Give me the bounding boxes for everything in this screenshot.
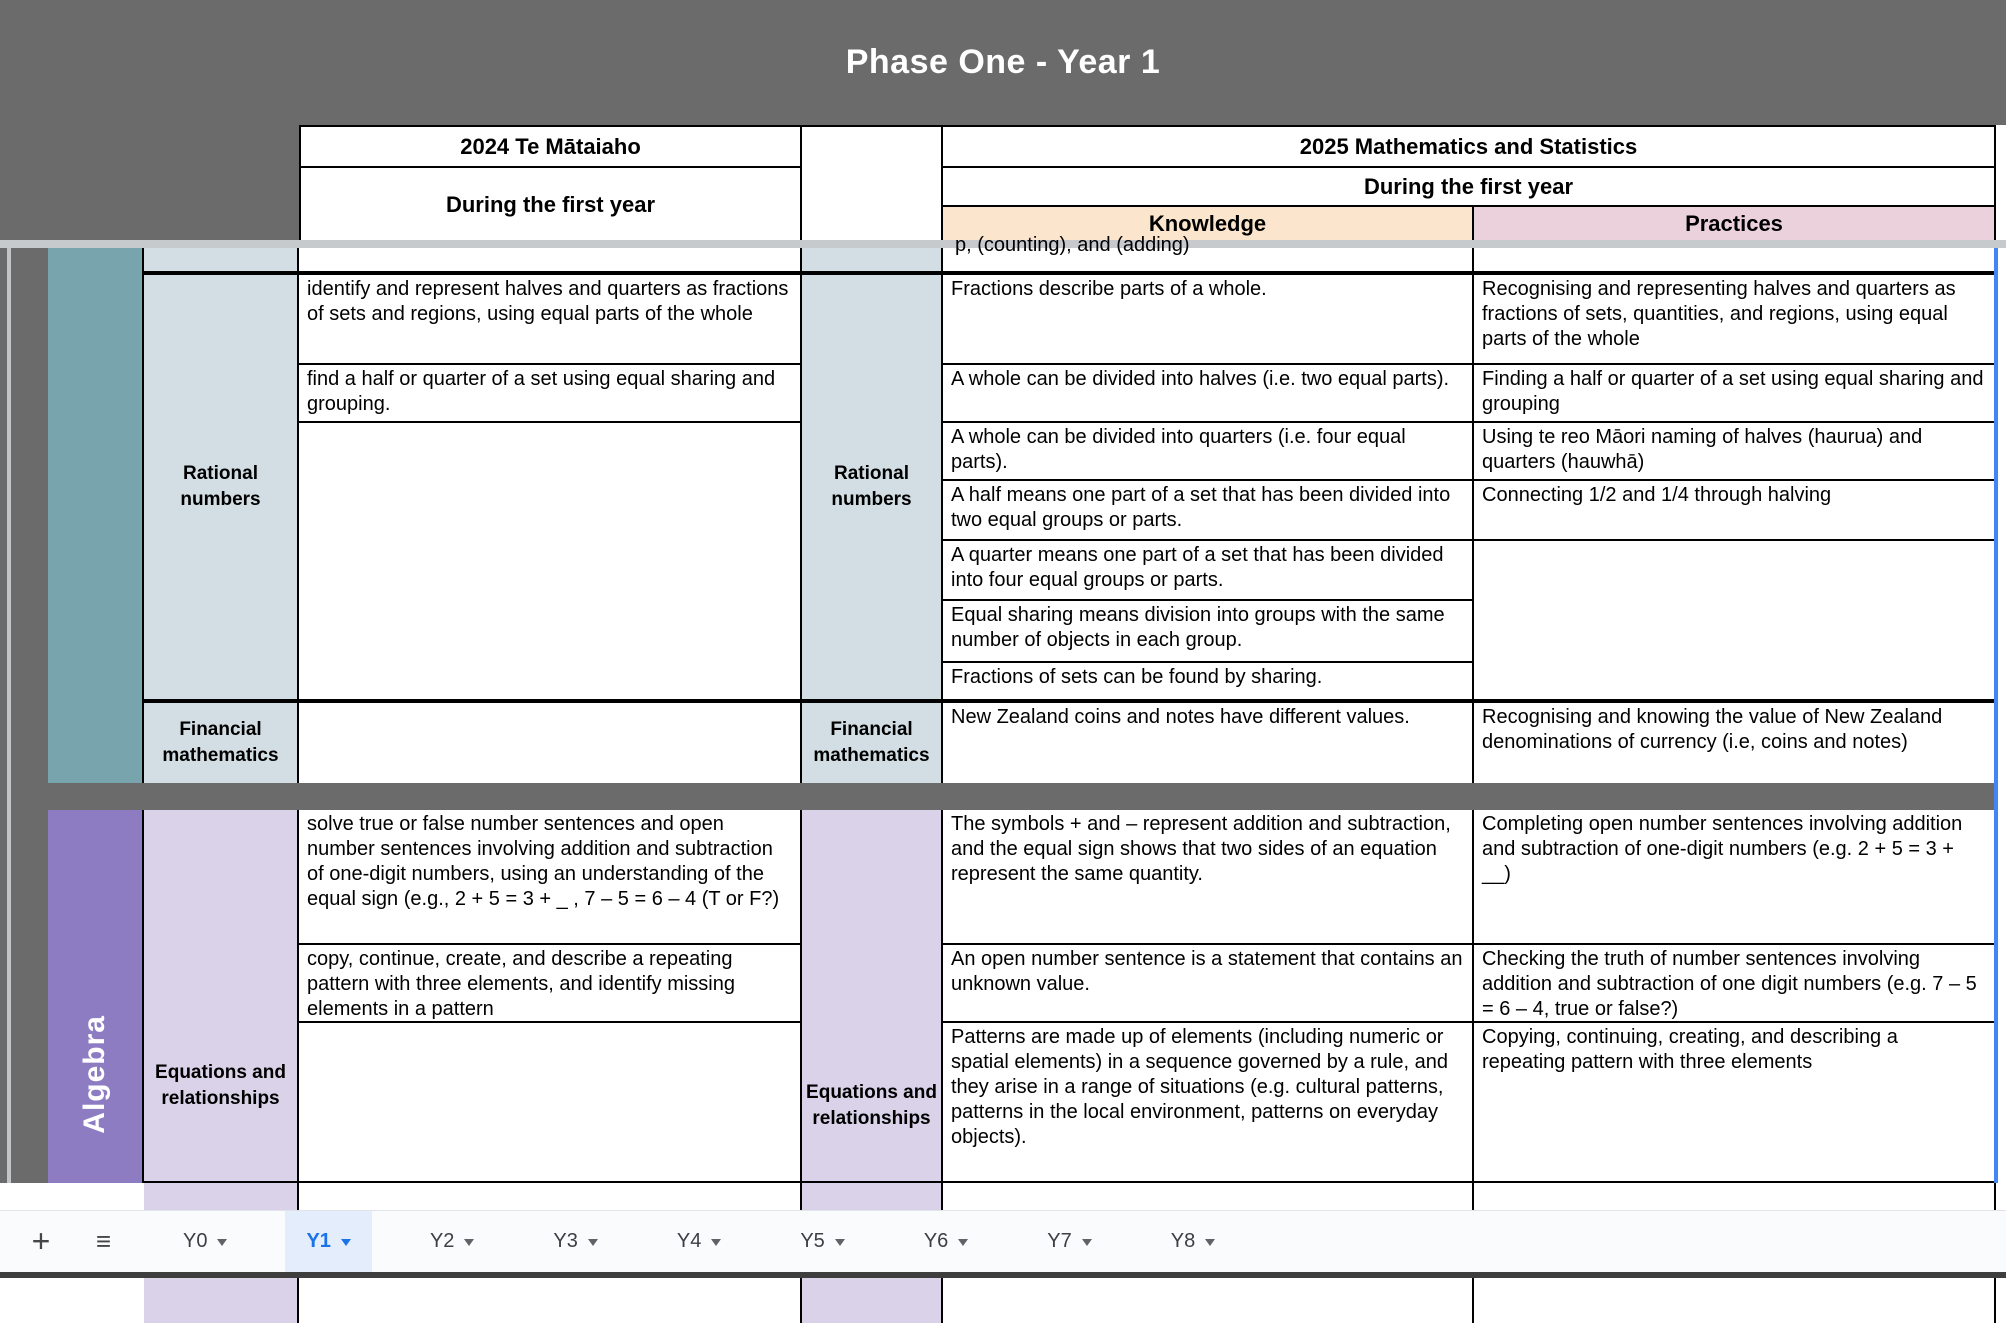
- financial-mathematics-row: [142, 703, 1996, 783]
- cell-2024-financial[interactable]: [299, 703, 802, 783]
- rational-numbers-rows: [142, 275, 1996, 699]
- tab-caret-icon: [958, 1239, 968, 1251]
- hamburger-icon: ≡: [95, 1226, 111, 1256]
- strand-rational-left[interactable]: Rational numbers: [144, 275, 299, 699]
- sheet-tab-y6[interactable]: [903, 1211, 989, 1272]
- sheet-tab-y4[interactable]: [656, 1211, 742, 1272]
- clipped-strand-right[interactable]: [802, 248, 943, 271]
- cell-knowledge-algebra-1[interactable]: The symbols + and – represent addition and subtraction, and the equal sign shows that two sides of an equation represent the same quantity.: [943, 810, 1474, 945]
- all-sheets-button[interactable]: [80, 1211, 126, 1272]
- strand-equations-left[interactable]: Equations and relationships: [144, 810, 299, 1323]
- sheet-tab-y5[interactable]: [779, 1211, 865, 1272]
- strand-equations-right[interactable]: Equations and relationships: [802, 810, 943, 1323]
- clipped-2024-cell[interactable]: [299, 248, 802, 271]
- cell-2024-rational-2[interactable]: find a half or quarter of a set using equal sharing and grouping.: [299, 365, 802, 423]
- cell-practices-algebra-1[interactable]: Completing open number sentences involving addition and subtraction of one-digit numbers (e.g. 2 + 5 = 3 + __): [1474, 810, 1996, 945]
- sheet-right-edge-highlight: [1994, 248, 1998, 1183]
- tab-label: Y5: [800, 1230, 825, 1252]
- tab-caret-icon: [711, 1239, 721, 1251]
- tab-caret-icon: [1205, 1239, 1215, 1251]
- header-gap-cell[interactable]: [802, 127, 943, 242]
- cell-knowledge-financial[interactable]: New Zealand coins and notes have different values.: [943, 703, 1474, 783]
- tab-label: Y8: [1170, 1230, 1196, 1252]
- clipped-text-fragment: p, (counting), and (adding): [955, 234, 1190, 256]
- cell-practices-rational-1[interactable]: Recognising and representing halves and quarters as fractions of sets, quantities, and regions, using equal parts of the whole: [1474, 275, 1996, 365]
- header-2025-title[interactable]: 2025 Mathematics and Statistics: [943, 127, 1996, 168]
- tab-label: Y1: [306, 1230, 331, 1252]
- category-number-strip[interactable]: [48, 248, 142, 783]
- cell-2024-algebra-2[interactable]: copy, continue, create, and describe a repeating pattern with three elements, and identify missing elements in a pattern: [299, 945, 802, 1023]
- cell-knowledge-rational-1[interactable]: Fractions describe parts of a whole.: [943, 275, 1474, 365]
- sheet-tab-y8[interactable]: [1150, 1211, 1236, 1272]
- add-sheet-button[interactable]: [18, 1211, 64, 1272]
- table-bottom-border: [142, 1181, 1994, 1183]
- sheet-tabs: [162, 1211, 1273, 1272]
- plus-icon: +: [31, 1223, 51, 1259]
- cell-2024-algebra-1[interactable]: solve true or false number sentences and open number sentences involving addition and subtraction of one-digit numbers, using an understanding of the equal sign (e.g., 2 + 5 = 3 + _ , 7 – 5 = 6 – 4 (T or F?): [299, 810, 802, 945]
- cell-2024-rational-1[interactable]: identify and represent halves and quarters as fractions of sets and regions, using equal parts of the whole: [299, 275, 802, 365]
- tab-label: Y3: [553, 1230, 578, 1252]
- tab-caret-icon: [835, 1239, 845, 1251]
- clipped-practices-cell[interactable]: [1474, 248, 1996, 271]
- tab-caret-icon: [341, 1239, 351, 1251]
- sheet-tab-y0[interactable]: [162, 1211, 248, 1272]
- tab-label: Y7: [1047, 1230, 1072, 1252]
- cell-knowledge-rational-6[interactable]: Equal sharing means division into groups with the same number of objects in each group.: [943, 601, 1474, 663]
- algebra-rows: [142, 810, 1996, 1181]
- category-algebra-label: Algebra: [78, 1015, 111, 1134]
- strand-rational-right[interactable]: Rational numbers: [802, 275, 943, 699]
- clipped-strand-left[interactable]: [144, 248, 299, 271]
- tab-label: Y6: [923, 1230, 949, 1252]
- page-title: Phase One - Year 1: [845, 43, 1161, 81]
- header-knowledge[interactable]: Knowledge: [943, 207, 1474, 242]
- tab-label: Y4: [676, 1230, 702, 1252]
- cell-practices-algebra-3[interactable]: Copying, continuing, creating, and describing a repeating pattern with three elements: [1474, 1023, 1996, 1323]
- table-header: [299, 125, 1996, 240]
- clipped-knowledge-cell[interactable]: [943, 234, 1474, 271]
- cell-knowledge-algebra-3[interactable]: Patterns are made up of elements (including numeric or spatial elements) in a sequence governed by a rule, and they arise in a range of situations (e.g. cultural patterns, patterns in the local environment, patterns on everyday objects).: [943, 1023, 1474, 1323]
- tab-caret-icon: [217, 1239, 227, 1251]
- strand-financial-right[interactable]: Financial mathematics: [802, 703, 943, 783]
- cell-knowledge-rational-5[interactable]: A quarter means one part of a set that has been divided into four equal groups or parts.: [943, 541, 1474, 601]
- cell-knowledge-rational-3[interactable]: A whole can be divided into quarters (i.e. four equal parts).: [943, 423, 1474, 481]
- sheet-tab-y2[interactable]: [409, 1211, 495, 1272]
- tab-label: Y0: [183, 1230, 208, 1252]
- frozen-corner-mask: [0, 125, 299, 248]
- cell-practices-rational-3[interactable]: Using te reo Māori naming of halves (haurua) and quarters (hauwhā): [1474, 423, 1996, 481]
- category-algebra-strip[interactable]: [48, 810, 142, 1183]
- sheet-title-band: [0, 0, 2006, 125]
- sheet-tab-bar: [0, 1210, 2006, 1272]
- clipped-row: [142, 234, 1996, 271]
- header-practices[interactable]: Practices: [1474, 207, 1996, 242]
- cell-2024-rational-3[interactable]: [299, 423, 802, 699]
- cell-practices-rational-5[interactable]: [1474, 541, 1996, 699]
- cell-knowledge-rational-2[interactable]: A whole can be divided into halves (i.e. two equal parts).: [943, 365, 1474, 423]
- frozen-cols-divider[interactable]: [7, 248, 11, 1183]
- cell-practices-rational-2[interactable]: Finding a half or quarter of a set using equal sharing and grouping: [1474, 365, 1996, 423]
- header-2025-subtitle[interactable]: During the first year: [943, 168, 1996, 207]
- tab-caret-icon: [464, 1239, 474, 1251]
- cell-practices-financial[interactable]: Recognising and knowing the value of New Zealand denominations of currency (i.e, coins and notes): [1474, 703, 1996, 783]
- cell-knowledge-algebra-2[interactable]: An open number sentence is a statement that contains an unknown value.: [943, 945, 1474, 1023]
- cell-knowledge-rational-7[interactable]: Fractions of sets can be found by sharing.: [943, 663, 1474, 699]
- cell-practices-rational-4[interactable]: Connecting 1/2 and 1/4 through halving: [1474, 481, 1996, 541]
- header-2024-subtitle[interactable]: During the first year: [301, 168, 802, 242]
- header-2024-title[interactable]: 2024 Te Mātaiaho: [301, 127, 802, 168]
- strand-financial-left[interactable]: Financial mathematics: [144, 703, 299, 783]
- tab-caret-icon: [588, 1239, 598, 1251]
- sheet-tab-y3[interactable]: [532, 1211, 618, 1272]
- bottom-edge-strip: [0, 1272, 2006, 1278]
- sheet-tab-y7[interactable]: [1026, 1211, 1112, 1272]
- tab-label: Y2: [429, 1230, 455, 1252]
- tab-caret-icon: [1082, 1239, 1092, 1251]
- cell-practices-algebra-2[interactable]: Checking the truth of number sentences involving addition and subtraction of one digit numbers (e.g. 7 – 5 = 6 – 4, true or false?): [1474, 945, 1996, 1023]
- cell-knowledge-rational-4[interactable]: A half means one part of a set that has been divided into two equal groups or parts.: [943, 481, 1474, 541]
- sheet-tab-y1[interactable]: [285, 1211, 371, 1272]
- cell-2024-algebra-3[interactable]: [299, 1023, 802, 1323]
- section-separator-band: [48, 783, 1994, 810]
